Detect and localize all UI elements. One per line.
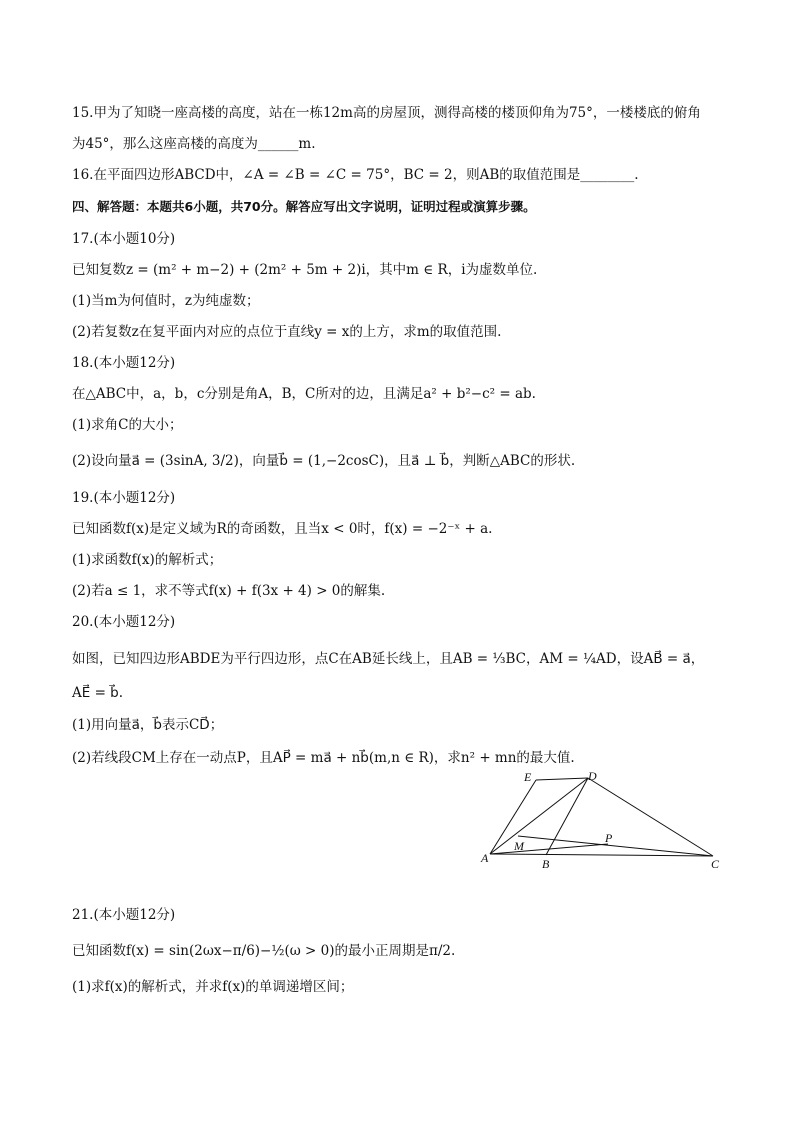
q18-header: 18.(本小题12分) bbox=[72, 355, 176, 371]
q20-part2: (2)若线段CM上存在一动点P，且AP⃗ = ma⃗ + nb⃗(m,n ∈ R)，求n² + mn的最大值. bbox=[72, 750, 575, 766]
q20-geometry-figure bbox=[480, 768, 730, 873]
q21-part1: (1)求f(x)的解析式，并求f(x)的单调递增区间； bbox=[72, 979, 354, 995]
segment-DB bbox=[546, 778, 588, 855]
q20-stem-line1: 如图，已知四边形ABDE为平行四边形，点C在AB延长线上，且AB = ⅓BC，AM = ¼AD，设AB⃗ = a⃗， bbox=[72, 651, 705, 667]
q18-part1: (1)求角C的大小； bbox=[72, 417, 183, 433]
q18-stem: 在△ABC中，a，b，c分别是角A，B，C所对的边，且满足a² + b²−c² = ab. bbox=[72, 386, 536, 402]
segment-AE bbox=[490, 780, 536, 854]
q19-part2: (2)若a ≤ 1，求不等式f(x) + f(3x + 4) > 0的解集. bbox=[72, 583, 386, 599]
label-B: B bbox=[542, 857, 550, 871]
q17-part1: (1)当m为何值时，z为纯虚数； bbox=[72, 293, 260, 309]
q15-line1: 15.甲为了知晓一座高楼的高度，站在一栋12m高的房屋顶，测得高楼的楼顶仰角为75°，一楼楼底的俯角 bbox=[72, 105, 701, 121]
label-C: C bbox=[711, 857, 720, 871]
label-M: M bbox=[514, 839, 524, 853]
segment-AC bbox=[490, 854, 713, 856]
q17-part2: (2)若复数z在复平面内对应的点位于直线y = x的上方，求m的取值范围. bbox=[72, 324, 502, 340]
segment-AP bbox=[490, 844, 608, 854]
label-D: D bbox=[588, 769, 597, 783]
q19-part1: (1)求函数f(x)的解析式； bbox=[72, 552, 223, 568]
q20-header: 20.(本小题12分) bbox=[72, 614, 176, 630]
section-four-heading: 四、解答题：本题共6小题，共70分。解答应写出文字说明，证明过程或演算步骤。 bbox=[72, 199, 536, 214]
label-A: A bbox=[481, 851, 489, 865]
q19-header: 19.(本小题12分) bbox=[72, 490, 176, 506]
label-P: P bbox=[605, 831, 613, 845]
q20-stem-line2: AE⃗ = b⃗. bbox=[72, 685, 124, 701]
segment-AD bbox=[490, 778, 588, 854]
segment-ED bbox=[536, 778, 588, 780]
q21-header: 21.(本小题12分) bbox=[72, 907, 176, 923]
q17-header: 17.(本小题10分) bbox=[72, 231, 176, 247]
q19-stem: 已知函数f(x)是定义域为R的奇函数，且当x < 0时，f(x) = −2⁻ˣ + a. bbox=[72, 521, 493, 537]
q16: 16.在平面四边形ABCD中，∠A = ∠B = ∠C = 75°，BC = 2，则AB的取值范围是________. bbox=[72, 167, 639, 183]
q17-stem: 已知复数z = (m² + m−2) + (2m² + 5m + 2)i，其中m ∈ R，i为虚数单位. bbox=[72, 262, 538, 278]
label-E: E bbox=[524, 770, 532, 784]
q18-part2: (2)设向量a⃗ = (3sinA, 3/2)，向量b⃗ = (1,−2cosC)，且a⃗ ⊥ b⃗，判断△ABC的形状. bbox=[72, 453, 576, 469]
q20-part1: (1)用向量a⃗，b⃗表示CD⃗； bbox=[72, 717, 224, 733]
q21-stem: 已知函数f(x) = sin(2ωx−π/6)−½(ω > 0)的最小正周期是π/2. bbox=[72, 943, 456, 959]
q15-line2: 为45°，那么这座高楼的高度为______m. bbox=[72, 136, 316, 152]
